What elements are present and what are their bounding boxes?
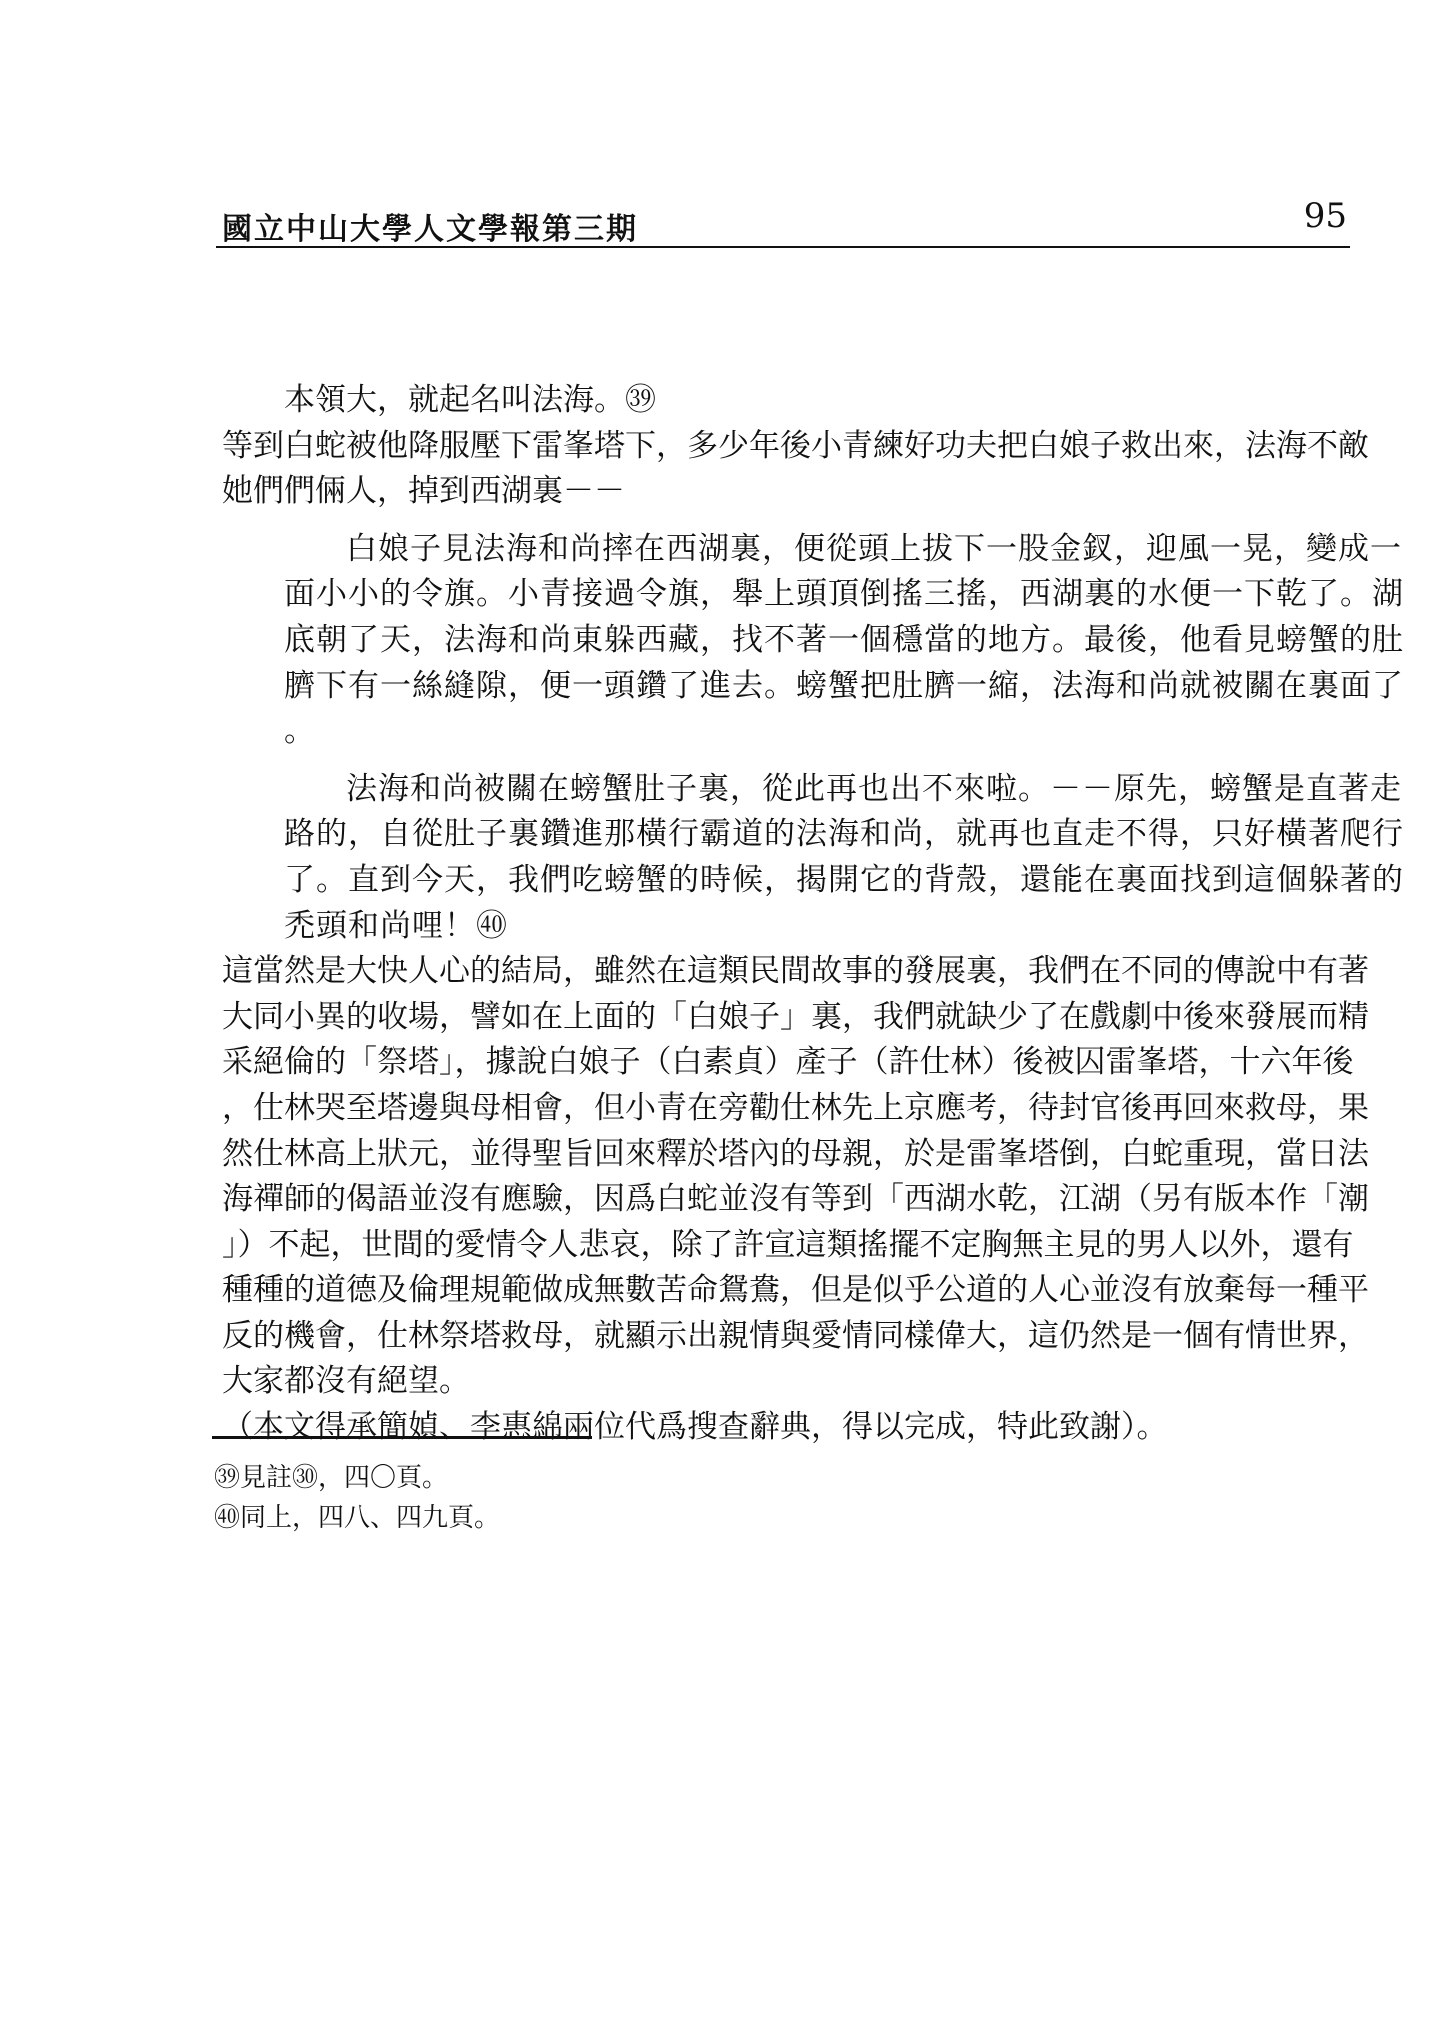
paragraph-2-line: 反的機會，仕林祭塔救母，就顯示出親情與愛情同樣偉大，這仍然是一個有情世界， (222, 1317, 1369, 1354)
footnotes (214, 1458, 500, 1538)
paragraph-2-line: ，仕林哭至塔邊與母相會，但小青在旁勸仕林先上京應考，待封官後再回來救母，果 (222, 1089, 1369, 1126)
paragraph-1 (222, 424, 1369, 515)
quote-line: 禿頭和尚哩！㊵ (284, 907, 508, 944)
quote-line: 白娘子見法海和尚摔在西湖裏，便從頭上拔下一股金釵，迎風一晃，變成一 (346, 530, 1402, 567)
quote-block-2 (222, 767, 1404, 949)
page-number: 95 (1303, 196, 1347, 236)
quote-block-1 (222, 527, 1404, 755)
paragraph-2-line: 」）不起，世間的愛情令人悲哀，除了許宣這類搖擺不定胸無主見的男人以外，還有 (222, 1226, 1354, 1263)
quote-tail: 本領大，就起名叫法海。㊴ (284, 382, 656, 418)
paragraph-2-line: 采絕倫的「祭塔」，據說白娘子（白素貞）產子（許仕林）後被囚雷峯塔，十六年後 (222, 1044, 1354, 1081)
body-text (222, 378, 1404, 1451)
quote-line: 路的，自從肚子裏鑽進那橫行霸道的法海和尚，就再也直走不得，只好橫著爬行 (284, 816, 1404, 853)
acknowledgement: （本文得承簡媜、李惠綿兩位代爲搜查辭典，得以完成，特此致謝）。 (222, 1409, 1168, 1446)
paragraph-2-line: 海禪師的偈語並沒有應驗，因爲白蛇並沒有等到「西湖水乾，江湖（另有版本作「潮 (222, 1181, 1369, 1218)
paragraph-2-line: 這當然是大快人心的結局，雖然在這類民間故事的發展裏，我們在不同的傳說中有著 (222, 953, 1369, 990)
footnote-39: ㊴見註㉚，四〇頁。 (214, 1463, 449, 1493)
quote-line: 臍下有一絲縫隙，便一頭鑽了進去。螃蟹把肚臍一縮，法海和尚就被關在裏面了 (284, 667, 1404, 704)
header-rule (216, 246, 1350, 248)
quote-line: 。 (284, 713, 316, 750)
running-header (222, 196, 1347, 247)
paragraph-2 (222, 949, 1369, 1405)
paragraph-1-line: 她們們倆人，掉到西湖裏－－ (222, 473, 625, 510)
quote-line: 了。直到今天，我們吃螃蟹的時候，揭開它的背殼，還能在裏面找到這個躲著的 (284, 861, 1404, 898)
paragraph-2-line: 大家都沒有絕望。 (222, 1363, 470, 1400)
quote-line: 底朝了天，法海和尚東躲西藏，找不著一個穩當的地方。最後，他看見螃蟹的肚 (284, 621, 1404, 658)
paragraph-2-line: 大同小異的收場，譬如在上面的「白娘子」裏，我們就缺少了在戲劇中後來發展而精 (222, 998, 1369, 1035)
paragraph-2-line: 然仕林高上狀元，並得聖旨回來釋於塔內的母親，於是雷峯塔倒，白蛇重現，當日法 (222, 1135, 1369, 1172)
footnote-rule (212, 1436, 592, 1439)
paragraph-2-line: 種種的道德及倫理規範做成無數苦命鴛鴦，但是似乎公道的人心並沒有放棄每一種平 (222, 1272, 1369, 1309)
quote-line: 法海和尚被關在螃蟹肚子裏，從此再也出不來啦。－－原先，螃蟹是直著走 (346, 770, 1402, 807)
journal-title: 國立中山大學人文學報第三期 (222, 212, 638, 247)
paragraph-1-line: 等到白蛇被他降服壓下雷峯塔下，多少年後小青練好功夫把白娘子救出來，法海不敵 (222, 427, 1369, 464)
quote-line: 面小小的令旗。小青接過令旗，舉上頭頂倒搖三搖，西湖裏的水便一下乾了。湖 (284, 576, 1404, 613)
footnote-40: ㊵同上，四八、四九頁。 (214, 1503, 501, 1533)
